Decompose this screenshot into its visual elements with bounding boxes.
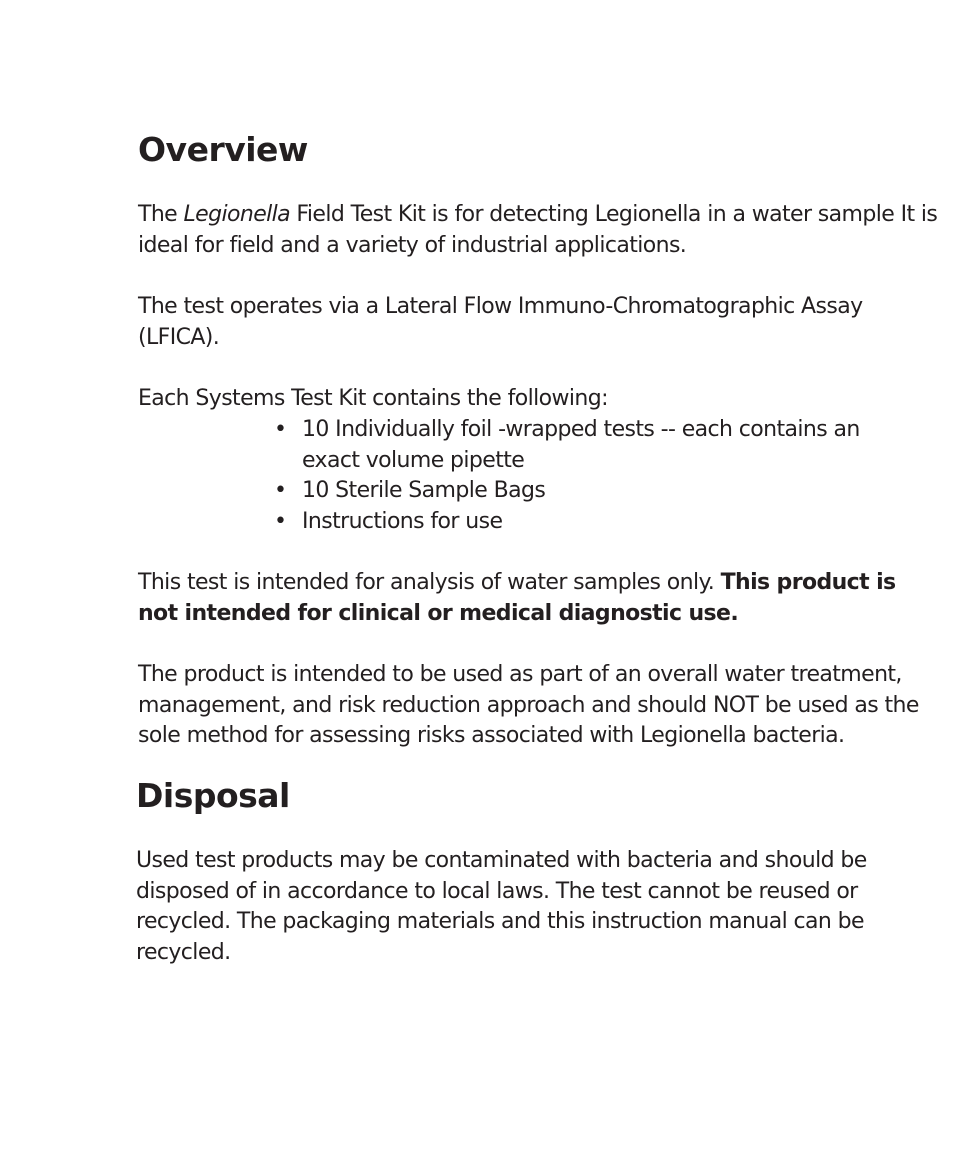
warning-bold-text: This product is not intended for clinical or medical diagnostic use. <box>138 570 896 626</box>
bullet-icon: • <box>274 478 287 504</box>
warning-text: This test is intended for analysis of water samples only. <box>138 570 721 595</box>
legionella-italic: Legionella <box>183 202 291 227</box>
list-item <box>270 476 910 507</box>
bullet-icon: • <box>274 509 287 535</box>
list-item <box>270 507 910 538</box>
kit-contents-list <box>270 415 910 538</box>
list-item-text: 10 Individually foil -wrapped tests -- each contains an exact volume pipette <box>302 417 860 473</box>
disposal-paragraph: Used test products may be contaminated with bacteria and should be disposed of in accordance to local laws. The test cannot be reused or recycled. The packaging materials and this instruction manual can be recycled. <box>136 848 867 966</box>
intro-prefix: The <box>138 202 184 227</box>
kit-contents-intro: Each Systems Test Kit contains the following: <box>138 386 608 411</box>
intro-paragraph <box>138 200 938 261</box>
intro-suffix: Field Test Kit is for detecting Legionella in a water sample It is ideal for field and a variety of industrial applications. <box>138 202 938 258</box>
list-item-text: 10 Sterile Sample Bags <box>302 478 546 504</box>
bullet-icon: • <box>274 417 287 442</box>
approach-paragraph: The product is intended to be used as part of an overall water treatment, management, and risk reduction approach and should NOT be used as the sole method for assessing risks associated with Legionella bacteria. <box>138 662 919 749</box>
usage-warning-paragraph <box>138 568 938 629</box>
list-item <box>270 415 910 476</box>
disposal-heading: Disposal <box>136 776 290 815</box>
lfica-paragraph: The test operates via a Lateral Flow Immuno-Chromatographic Assay (LFICA). <box>138 294 863 350</box>
overview-heading: Overview <box>138 130 308 169</box>
list-item-text: Instructions for use <box>302 509 503 535</box>
